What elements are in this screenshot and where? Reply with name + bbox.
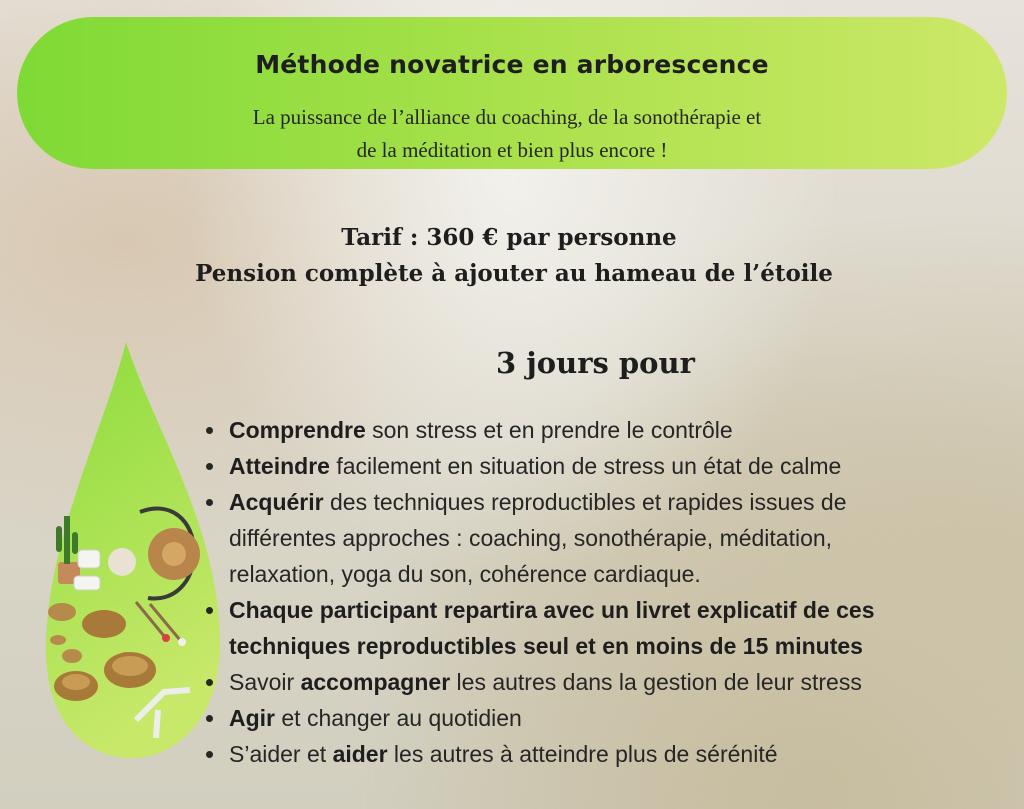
emphasis-text: Agir	[229, 705, 275, 731]
emphasis-text: Chaque participant repartira avec un livret explicatif de ces	[229, 597, 875, 623]
bullet-dot-icon	[206, 607, 213, 614]
list-item-line	[229, 736, 1024, 772]
body-text: et changer au quotidien	[275, 705, 522, 731]
banner-subtitle	[17, 101, 1007, 167]
list-item-line	[229, 448, 1024, 484]
emphasis-text: Acquérir	[229, 489, 324, 515]
list-item-line	[229, 412, 1024, 448]
emphasis-text: techniques reproductibles seul et en moins de 15 minutes	[229, 633, 863, 659]
list-item-line	[229, 664, 1024, 700]
list-item-line	[229, 628, 1024, 664]
body-text: facilement en situation de stress un état de calme	[329, 453, 842, 479]
header-banner	[17, 17, 1007, 169]
pension-text: Pension complète à ajouter au hameau de l’étoile	[195, 260, 833, 287]
emphasis-text: Atteindre	[229, 453, 330, 479]
body-text: S’aider et	[229, 741, 333, 767]
list-item	[200, 592, 1024, 664]
list-item	[200, 736, 1024, 772]
banner-subtitle-line-1: La puissance de l’alliance du coaching, de la sonothérapie et	[252, 105, 762, 129]
bullet-dot-icon	[206, 715, 213, 722]
body-text: Savoir	[229, 669, 301, 695]
program-heading: 3 jours pour	[496, 346, 695, 380]
bullet-dot-icon	[206, 751, 213, 758]
body-text: des techniques reproductibles et rapides issues de	[323, 489, 847, 515]
emphasis-text: aider	[332, 741, 388, 767]
price-text: Tarif : 360 € par personne	[341, 224, 677, 251]
body-text: les autres à atteindre plus de sérénité	[387, 741, 778, 767]
list-item	[200, 700, 1024, 736]
list-item	[200, 664, 1024, 700]
banner-title: Méthode novatrice en arborescence	[255, 50, 769, 79]
list-item	[200, 448, 1024, 484]
body-text: son stress et en prendre le contrôle	[365, 417, 733, 443]
bullet-dot-icon	[206, 463, 213, 470]
body-text: les autres dans la gestion de leur stress	[450, 669, 862, 695]
banner-subtitle-line-2: de la méditation et bien plus encore !	[356, 138, 668, 162]
body-text: relaxation, yoga du son, cohérence cardiaque.	[229, 561, 701, 587]
list-item-line	[229, 592, 1024, 628]
list-item-line	[229, 556, 1024, 592]
emphasis-text: accompagner	[300, 669, 451, 695]
bullet-dot-icon	[206, 679, 213, 686]
program-list	[200, 412, 1024, 772]
list-item-line	[229, 484, 1024, 520]
emphasis-text: Comprendre	[229, 417, 366, 443]
bullet-dot-icon	[206, 499, 213, 506]
list-item-line	[229, 520, 1024, 556]
list-item-line	[229, 700, 1024, 736]
list-item	[200, 412, 1024, 448]
sound-bowls-drop-icon	[44, 340, 224, 760]
body-text: différentes approches : coaching, sonothérapie, méditation,	[229, 525, 833, 551]
list-item	[200, 484, 1024, 592]
bullet-dot-icon	[206, 427, 213, 434]
pricing-block	[0, 220, 1024, 292]
